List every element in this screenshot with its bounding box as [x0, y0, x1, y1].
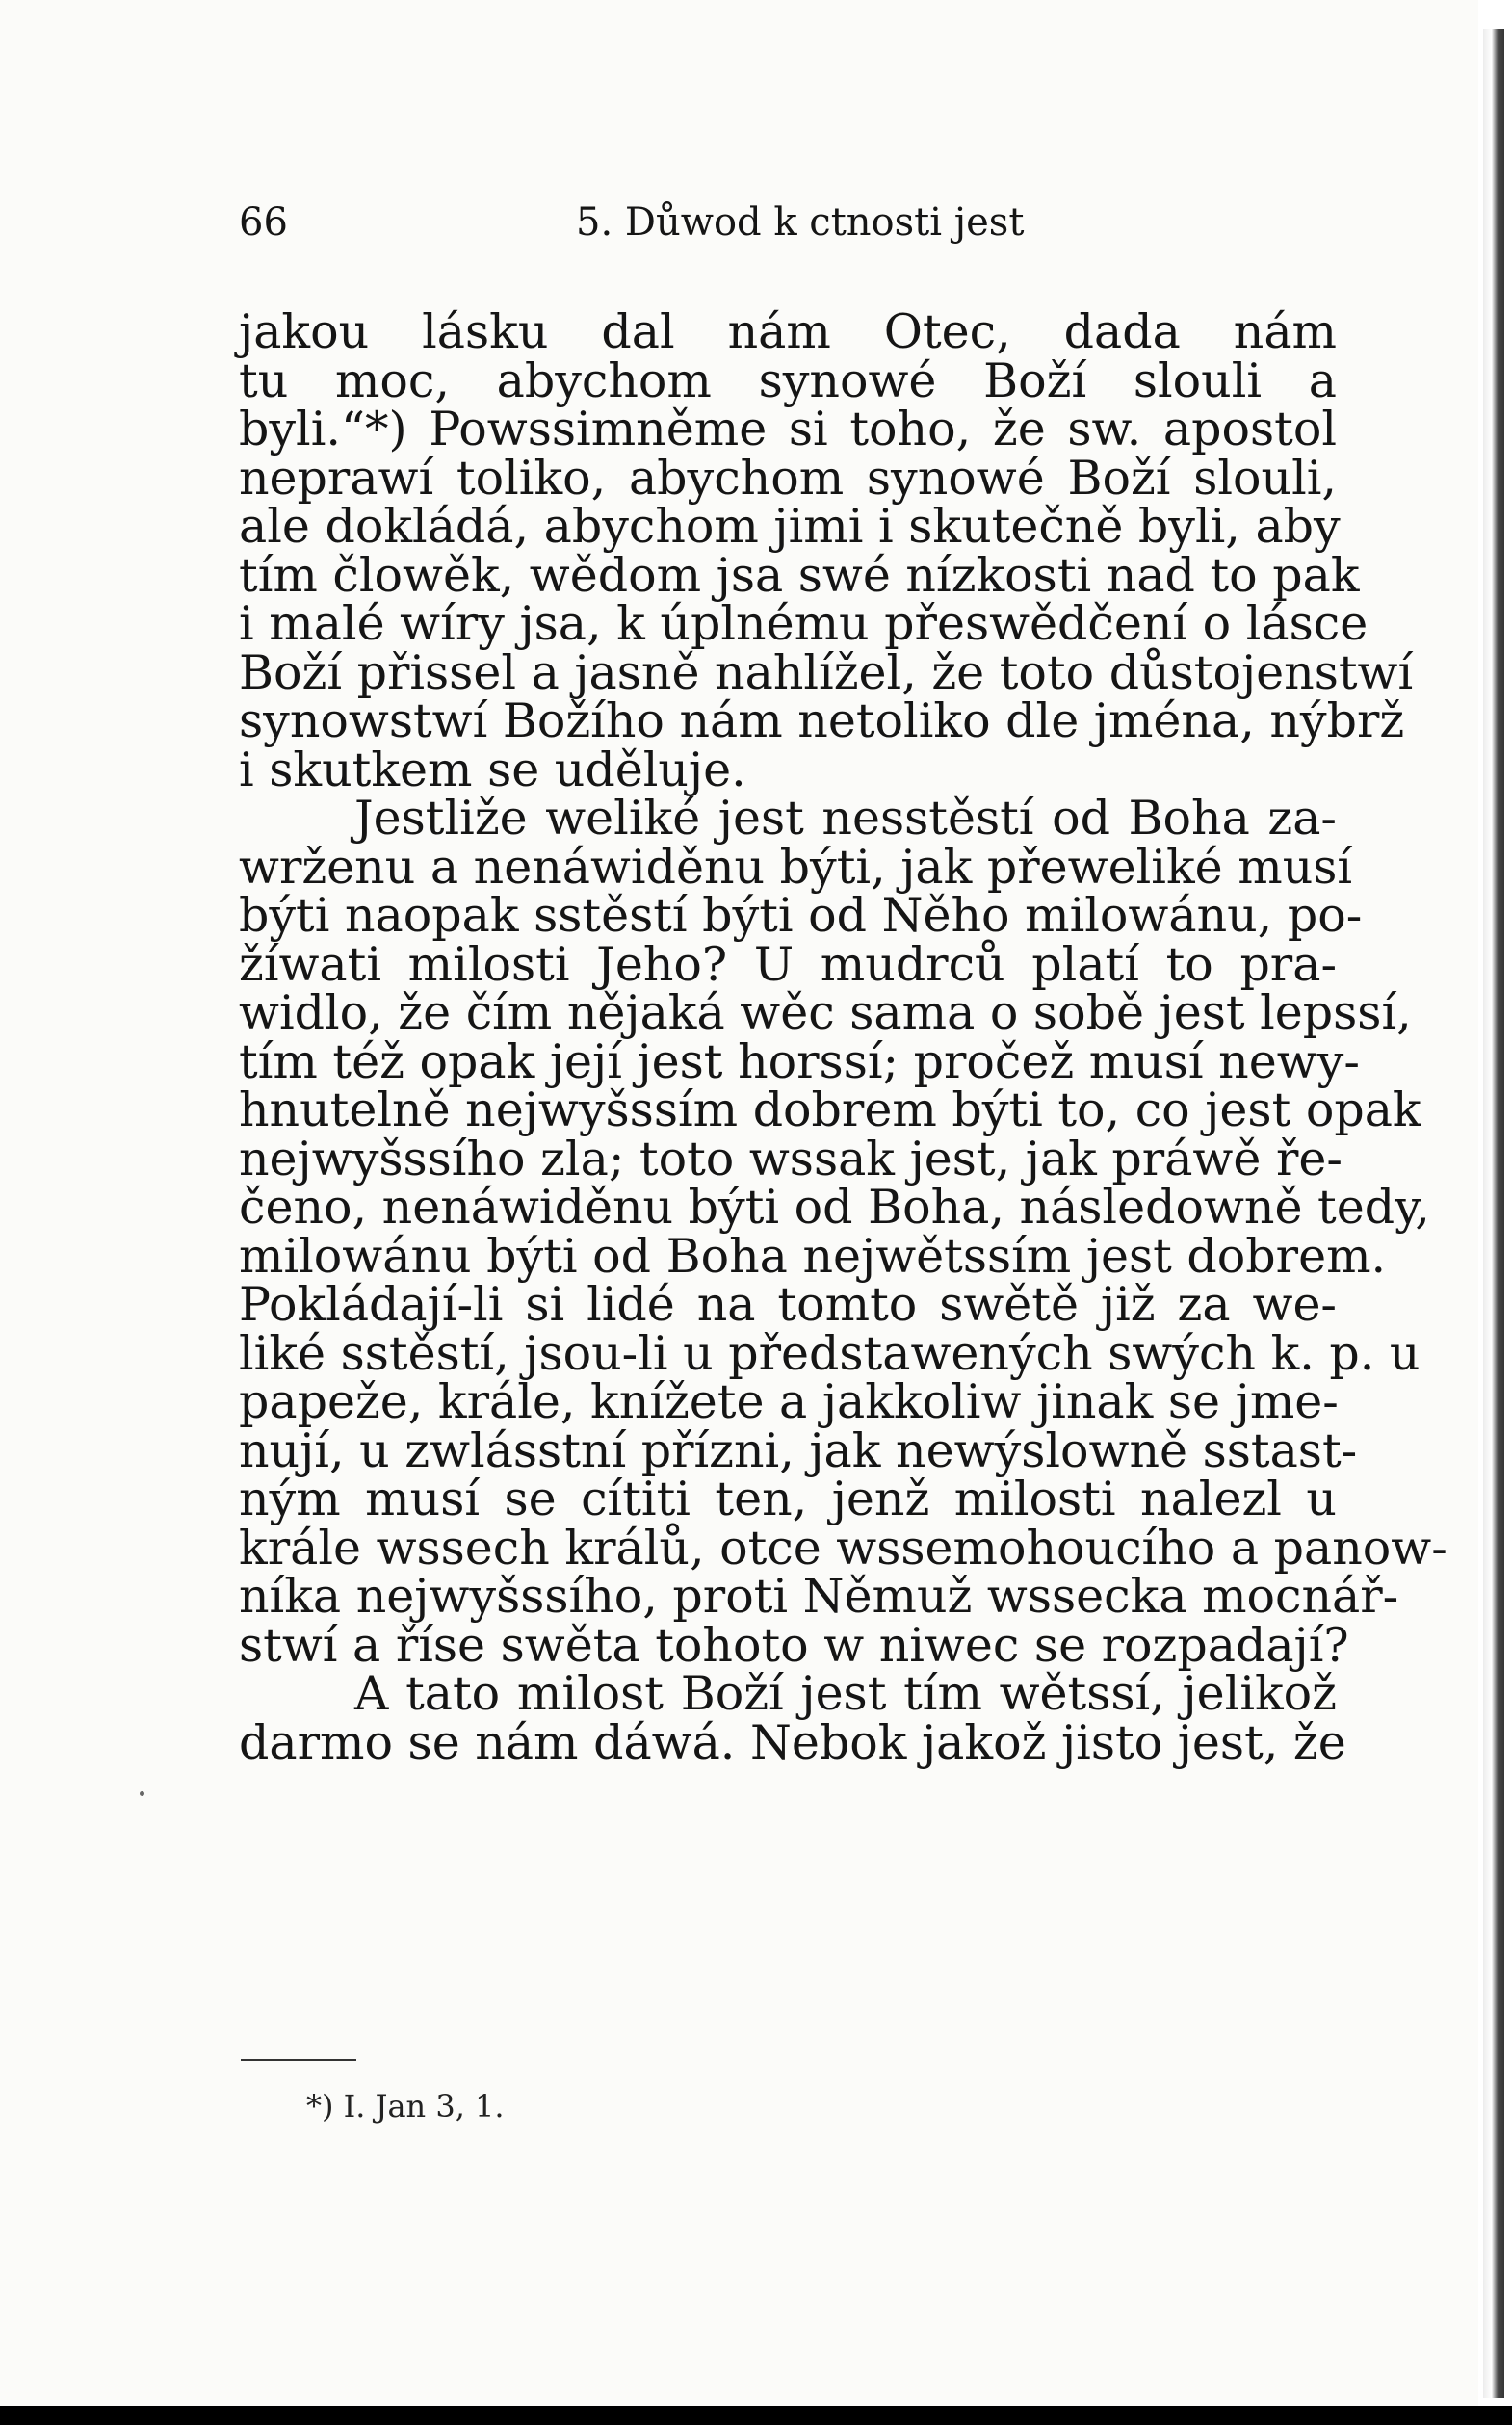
text-line: jakou lásku dal nám Otec, dada nám	[239, 304, 1337, 359]
text-line: ale dokládá, abychom jimi i skutečně byli, aby	[239, 499, 1341, 554]
text-line: i skutkem se uděluje.	[239, 742, 746, 797]
text-line: Boží přissel a jasně nahlížel, že toto důstojenstwí	[239, 644, 1414, 700]
page-edge-shadow	[1483, 29, 1504, 2398]
text-line: hnutelně nejwyšssím dobrem býti to, co jest opak	[239, 1082, 1421, 1137]
text-line: Pokládají-li si lidé na tomto swětě již za we-	[239, 1277, 1337, 1332]
text-line: milowánu býti od Boha nejwětssím jest dobrem.	[239, 1228, 1387, 1284]
text-line: tu moc, abychom synowé Boží slouli a	[239, 352, 1337, 408]
text-line: widlo, že čím nějaká wěc sama o sobě jest lepssí,	[239, 985, 1412, 1040]
text-line: darmo se nám dáwá. Nebok jakož jisto jest, že	[239, 1714, 1346, 1770]
footnote: *) I. Jan 3, 1.	[306, 2088, 505, 2125]
text-line: synowstwí Božího nám netoliko dle jména, nýbrž	[239, 693, 1405, 748]
text-line: liké sstěstí, jsou-li u předstawených swých k. p. u	[239, 1325, 1421, 1381]
text-line: čeno, nenáwiděnu býti od Boha, následowně tedy,	[239, 1180, 1430, 1235]
text-line: nují, u zwlásstní přízni, jak newýslowně sstast-	[239, 1422, 1358, 1478]
text-line: níka nejwyšssího, proti Němuž wssecka mocnář-	[239, 1569, 1399, 1624]
text-line: i malé wíry jsa, k úplnému přeswědčení o lásce	[239, 596, 1369, 651]
text-line: papeže, krále, knížete a jakkoliw jinak se jme-	[239, 1374, 1339, 1429]
text-line: ným musí se cítiti ten, jenž milosti nalezl u	[239, 1472, 1337, 1526]
text-line: neprawí toliko, abychom synowé Boží slouli,	[239, 450, 1337, 506]
text-line: žíwati milosti Jeho? U mudrců platí to pra-	[239, 936, 1337, 992]
body-text	[239, 304, 1447, 1770]
page-header	[239, 200, 1337, 258]
text-line: A tato milost Boží jest tím wětssí, jelikož	[354, 1666, 1337, 1721]
text-line: tím též opak její jest horssí; pročež musí newy-	[239, 1033, 1360, 1089]
text-line: krále wssech králů, otce wssemohoucího a panow-	[239, 1520, 1447, 1576]
scan-border	[0, 2406, 1512, 2425]
ink-speck	[140, 1791, 144, 1796]
footnote-divider	[241, 2059, 356, 2061]
text-line: wrženu a nenáwiděnu býti, jak přeweliké musí	[239, 839, 1353, 895]
text-line: stwí a říse swěta tohoto w niwec se rozpadají?	[239, 1617, 1349, 1673]
text-line: byli.“*) Powssimněme si toho, že sw. apostol	[239, 402, 1337, 456]
running-head: 5. Důwod k ctnosti jest	[576, 200, 1025, 245]
text-line: nejwyšssího zla; toto wssak jest, jak práwě ře-	[239, 1131, 1343, 1186]
text-line: Jestliže weliké jest nesstěstí od Boha za-	[354, 791, 1337, 846]
text-line: tím člowěk, wědom jsa swé nízkosti nad to pak	[239, 547, 1360, 603]
page-number: 66	[239, 200, 288, 245]
text-line: býti naopak sstěstí býti od Něho milowánu, po-	[239, 888, 1363, 943]
